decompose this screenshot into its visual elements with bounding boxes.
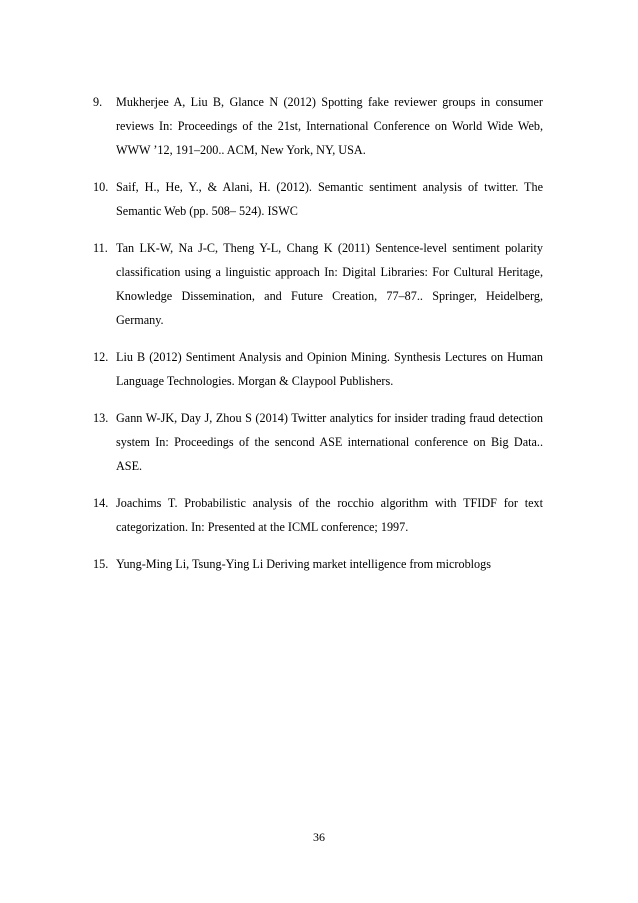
- reference-number: 12.: [93, 350, 109, 364]
- reference-number: 10.: [93, 180, 109, 194]
- reference-text: Saif, H., He, Y., & Alani, H. (2012). Semantic sentiment analysis of twitter. The Semantic Web (pp. 508– 524). ISWC: [116, 180, 543, 218]
- reference-text: Liu B (2012) Sentiment Analysis and Opinion Mining. Synthesis Lectures on Human Language Technologies. Morgan & Claypool Publishers.: [116, 350, 543, 388]
- reference-text: Joachims T. Probabilistic analysis of the rocchio algorithm with TFIDF for text categorization. In: Presented at the ICML conference; 1997.: [116, 496, 543, 534]
- reference-item: [93, 345, 543, 393]
- reference-item: [93, 175, 543, 223]
- reference-list: [93, 90, 543, 589]
- reference-number: 11.: [93, 241, 108, 255]
- reference-item: [93, 406, 543, 478]
- reference-item: [93, 552, 543, 576]
- reference-item: [93, 90, 543, 162]
- reference-text: Tan LK-W, Na J-C, Theng Y-L, Chang K (2011) Sentence-level sentiment polarity classification using a linguistic approach In: Digital Libraries: For Cultural Heritage, Knowledge Dissemination, and Future Creation, 77–87.. Springer, Heidelberg, Germany.: [116, 241, 543, 327]
- reference-number: 14.: [93, 496, 109, 510]
- reference-item: [93, 491, 543, 539]
- reference-item: [93, 236, 543, 332]
- page-number: 36: [313, 830, 325, 844]
- reference-number: 13.: [93, 411, 109, 425]
- reference-text: Gann W-JK, Day J, Zhou S (2014) Twitter analytics for insider trading fraud detection system In: Proceedings of the sencond ASE international conference on Big Data.. ASE.: [116, 411, 543, 473]
- reference-text: Yung-Ming Li, Tsung-Ying Li Deriving market intelligence from microblogs: [116, 557, 491, 571]
- reference-number: 15.: [93, 557, 109, 571]
- reference-text: Mukherjee A, Liu B, Glance N (2012) Spotting fake reviewer groups in consumer reviews In: Proceedings of the 21st, International Conference on World Wide Web, WWW ’12, 191–200.. ACM, New York, NY, USA.: [116, 95, 543, 157]
- reference-number: 9.: [93, 95, 103, 109]
